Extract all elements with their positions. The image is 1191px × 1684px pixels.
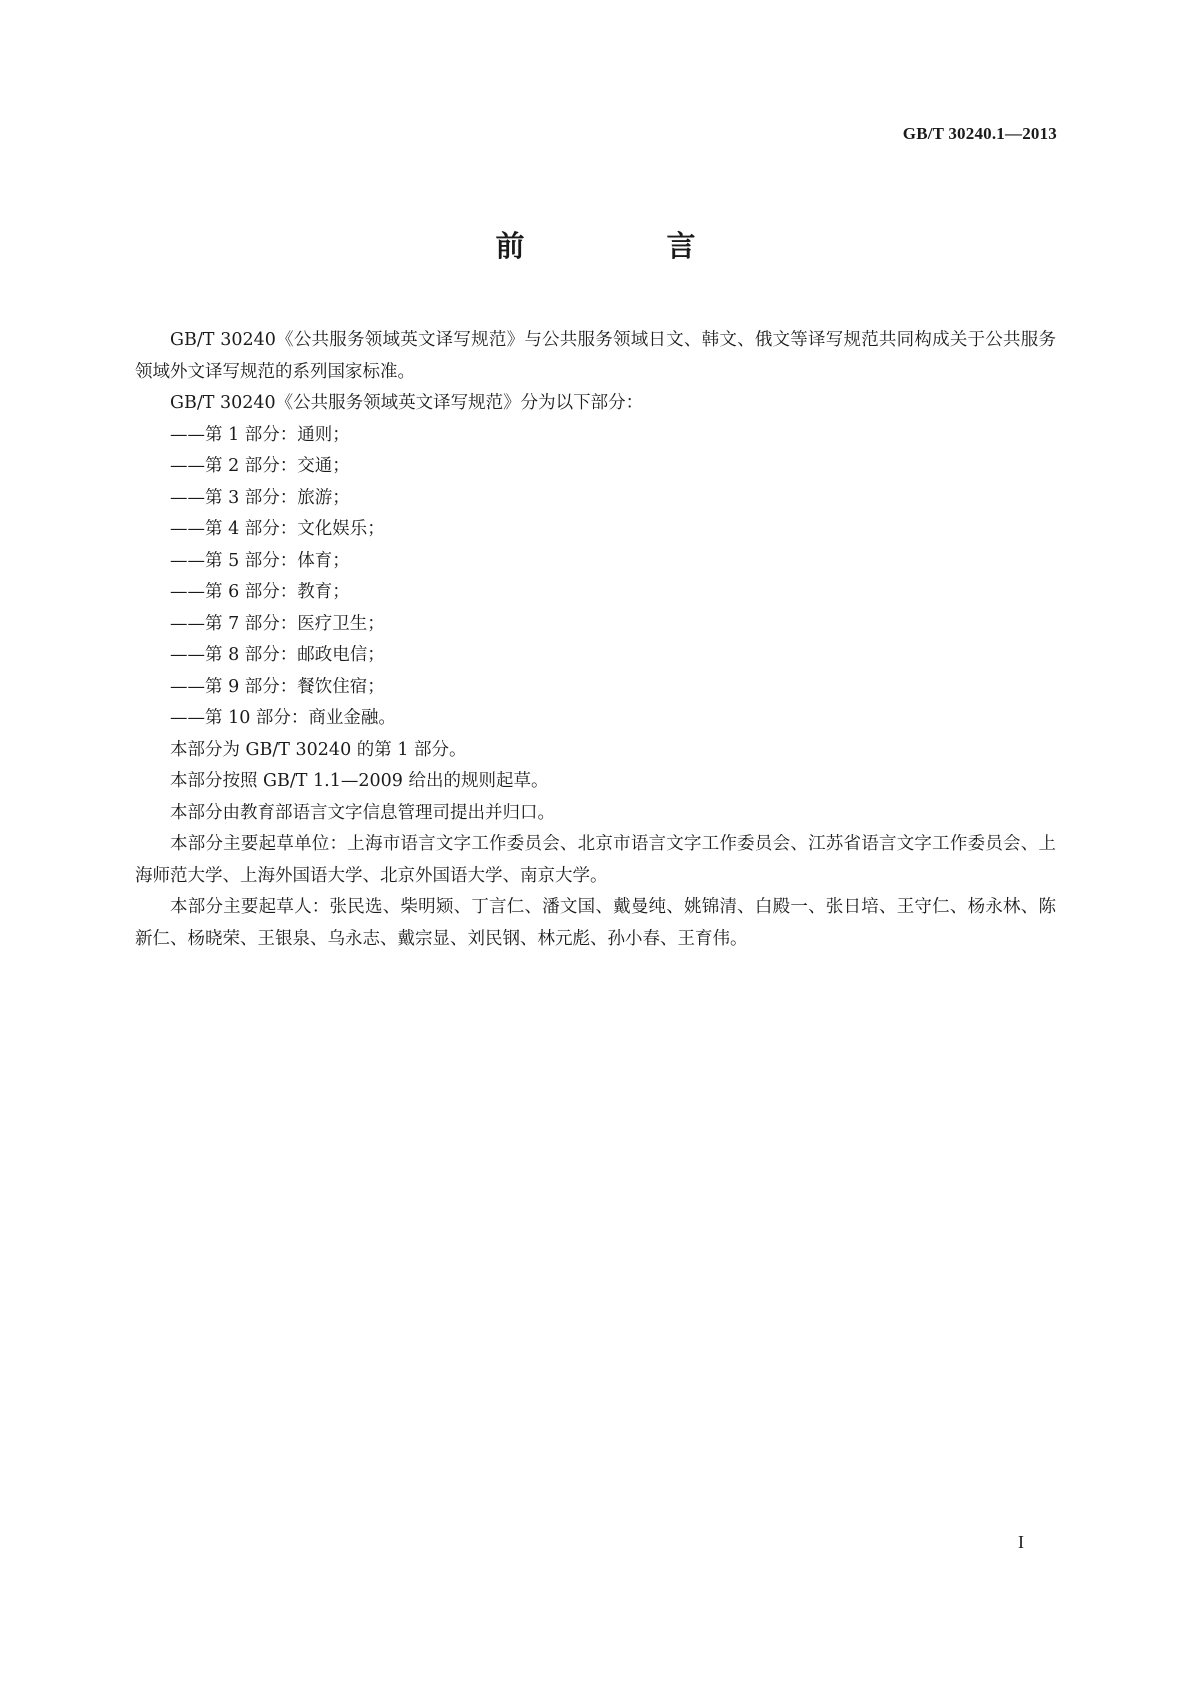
part-list-item: ——第 3 部分：旅游； [170,487,350,508]
foreword-body [135,325,1056,955]
part-list-item: ——第 9 部分：餐饮住宿； [170,676,385,697]
part-list-item: ——第 4 部分：文化娱乐； [170,519,385,539]
part-list-item: ——第 5 部分：体育； [170,550,350,571]
part-list-item: ——第 10 部分：商业金融。 [170,708,396,728]
proposer-paragraph: 本部分由教育部语言文字信息管理司提出并归口。 [170,802,555,823]
drafting-units-paragraph: 本部分主要起草单位：上海市语言文字工作委员会、北京市语言文字工作委员会、江苏省语言文字工作委员会、上海师范大学、上海外国语大学、北京外国语大学、南京大学。 [135,834,1056,886]
part-list-item: ——第 8 部分：邮政电信； [170,645,385,665]
part-list-item: ——第 1 部分：通则； [170,424,350,445]
part-list-item: ——第 6 部分：教育； [170,582,350,602]
drafting-rules-paragraph: 本部分按照 GB/T 1.1—2009 给出的规则起草。 [170,771,549,791]
part-list-item: ——第 7 部分：医疗卫生； [170,613,385,634]
page-title: 前 言 [495,229,762,263]
parts-intro-paragraph: GB/T 30240《公共服务领域英文译写规范》分为以下部分： [170,393,644,413]
drafters-paragraph: 本部分主要起草人：张民选、柴明颎、丁言仁、潘文国、戴曼纯、姚锦清、白殿一、张日培、王守仁、杨永林、陈新仁、杨晓荣、王银泉、乌永志、戴宗显、刘民钢、林元彪、孙小春、王育伟。 [135,897,1056,949]
this-part-paragraph: 本部分为 GB/T 30240 的第 1 部分。 [170,739,467,760]
page-number: I [1018,1532,1024,1552]
intro-paragraph: GB/T 30240《公共服务领域英文译写规范》与公共服务领域日文、韩文、俄文等译写规范共同构成关于公共服务领域外文译写规范的系列国家标准。 [135,330,1056,382]
standard-code-header: GB/T 30240.1—2013 [902,124,1057,143]
part-list-item: ——第 2 部分：交通； [170,456,350,476]
